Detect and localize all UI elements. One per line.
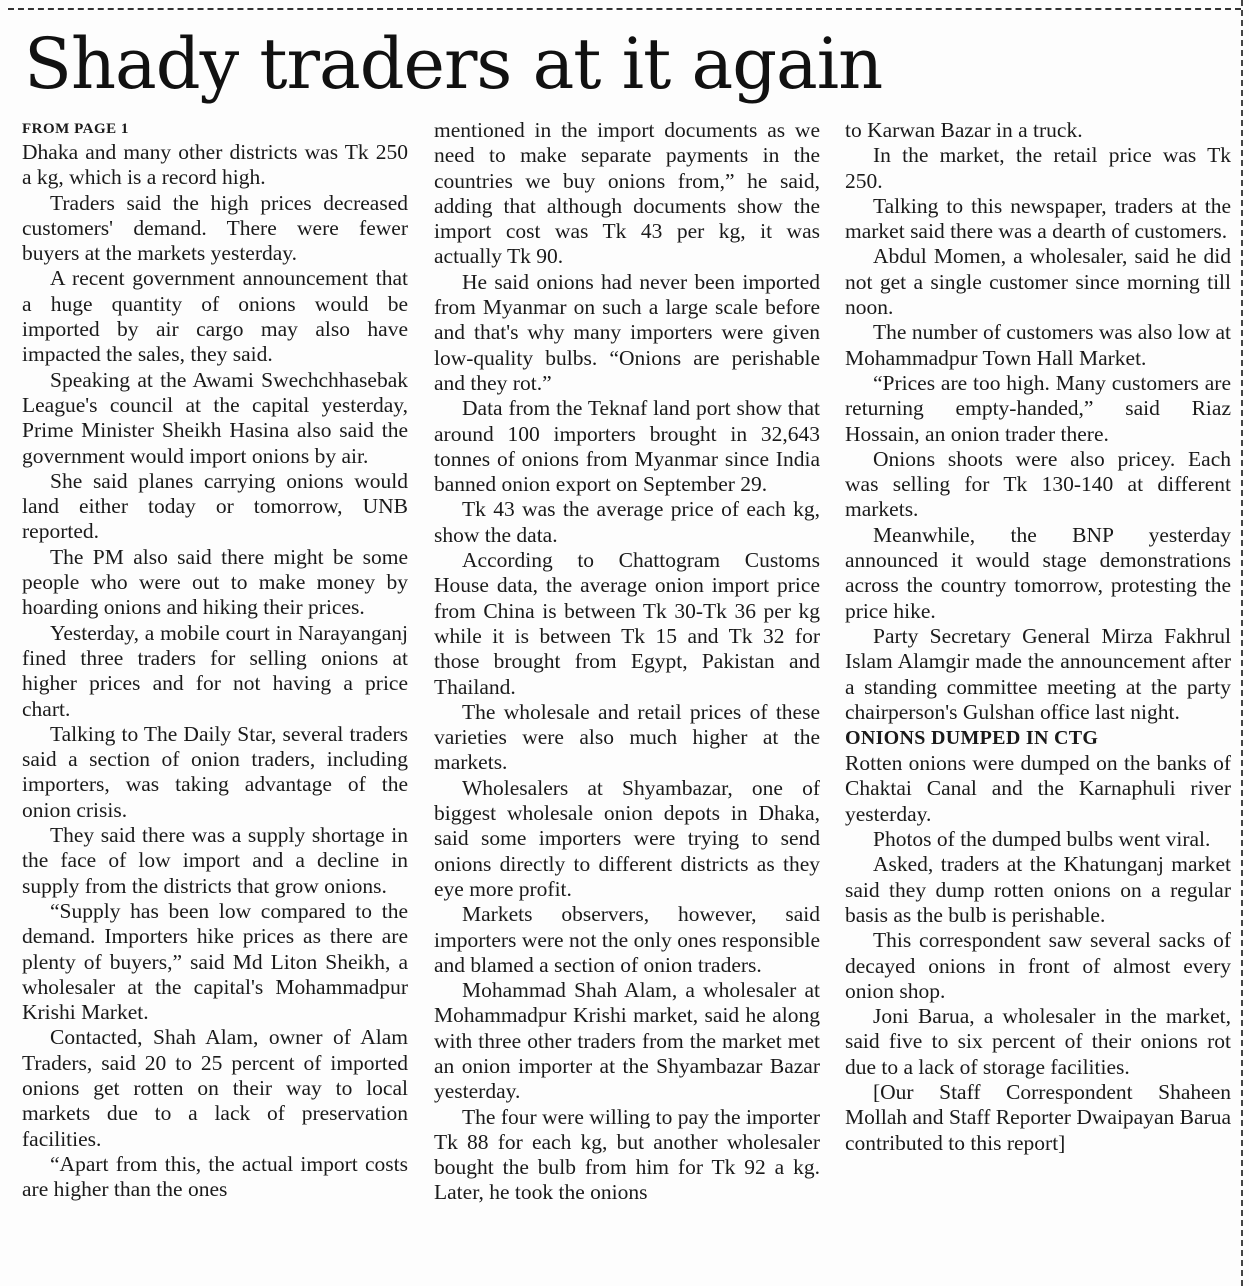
paragraph: Markets observers, however, said importers were not the only ones responsible and blamed a section of onion traders. — [434, 902, 820, 977]
paragraph: Party Secretary General Mirza Fakhrul Islam Alamgir made the announcement after a standing committee meeting at the party chairperson's Gulshan office last night. — [845, 623, 1231, 724]
paragraph: Tk 43 was the average price of each kg, show the data. — [434, 497, 820, 547]
paragraph: “Apart from this, the actual import costs are higher than the ones — [22, 1151, 408, 1202]
paragraph: “Prices are too high. Many customers are returning empty-handed,” said Riaz Hossain, an onion trader there. — [845, 370, 1231, 446]
paragraph: Data from the Teknaf land port show that around 100 importers brought in 32,643 tonnes of onions from Myanmar since India banned onion export on September 29. — [434, 396, 820, 497]
paragraph: Talking to this newspaper, traders at the market said there was a dearth of customers. — [845, 193, 1231, 244]
column-3 — [845, 118, 1231, 1280]
paragraph: Mohammad Shah Alam, a wholesaler at Mohammadpur Krishi market, said he along with three other traders from the market met an onion importer at the Shyambazar Bazar yesterday. — [434, 978, 820, 1104]
paragraph: Contacted, Shah Alam, owner of Alam Traders, said 20 to 25 percent of imported onions get rotten on their way to local markets due to a lack of preservation facilities. — [22, 1025, 408, 1151]
paragraph: Photos of the dumped bulbs went viral. — [873, 827, 1211, 852]
paragraph: The four were willing to pay the importer Tk 88 for each kg, but another wholesaler bought the bulb from him for Tk 92 a kg. Later, he took the onions — [434, 1104, 820, 1205]
kicker: FROM PAGE 1 — [22, 121, 129, 137]
paragraph: The number of customers was also low at Mohammadpur Town Hall Market. — [845, 320, 1231, 370]
paragraph: Onions shoots were also pricey. Each was selling for Tk 130-140 at different markets. — [845, 446, 1231, 522]
paragraph: mentioned in the import documents as we need to make separate payments in the countries we buy onions from,” he said, adding that although documents show the import cost was Tk 43 per kg, it was actually Tk 90. — [434, 118, 820, 269]
paragraph: Dhaka and many other districts was Tk 250 a kg, which is a record high. — [22, 140, 408, 190]
paragraph: Yesterday, a mobile court in Narayanganj fined three traders for selling onions at higher prices and for not having a price chart. — [22, 620, 408, 721]
paragraph: “Supply has been low compared to the demand. Importers hike prices as there are plenty of buyers,” said Md Liton Sheikh, a wholesaler at the capital's Mohammadpur Krishi Market. — [22, 898, 408, 1025]
right-dashed-border — [1241, 0, 1243, 1286]
paragraph: Speaking at the Awami Swechchhasebak League's council at the capital yesterday, Prime Minister Sheikh Hasina also said the government would import onions by air. — [22, 367, 408, 468]
paragraph: He said onions had never been imported from Myanmar on such a large scale before and that's why many importers were given low-quality bulbs. “Onions are perishable and they rot.” — [434, 269, 820, 395]
paragraph: Meanwhile, the BNP yesterday announced it would stage demonstrations across the country tomorrow, protesting the price hike. — [845, 522, 1231, 623]
paragraph: Joni Barua, a wholesaler in the market, said five to six percent of their onions rot due to a lack of storage facilities. — [845, 1004, 1231, 1079]
paragraph: She said planes carrying onions would land either today or tomorrow, UNB reported. — [22, 468, 408, 544]
column-1 — [22, 118, 408, 1280]
paragraph: Rotten onions were dumped on the banks of Chaktai Canal and the Karnaphuli river yesterday. — [845, 751, 1231, 826]
paragraph: The wholesale and retail prices of these varieties were also much higher at the markets. — [434, 699, 820, 775]
headline: Shady traders at it again — [24, 23, 883, 105]
top-dashed-border — [8, 8, 1241, 10]
paragraph: Talking to The Daily Star, several traders said a section of onion traders, including importers, was taking advantage of the onion crisis. — [22, 721, 408, 822]
paragraph: This correspondent saw several sacks of decayed onions in front of almost every onion shop. — [845, 928, 1231, 1003]
paragraph: Wholesalers at Shyambazar, one of biggest wholesale onion depots in Dhaka, said some importers were trying to send onions directly to different districts as they eye more profit. — [434, 775, 820, 901]
paragraph: Abdul Momen, a wholesaler, said he did not get a single customer since morning till noon. — [845, 244, 1231, 320]
paragraph: According to Chattogram Customs House data, the average onion import price from China is between Tk 30-Tk 36 per kg while it is between Tk 15 and Tk 32 for those brought from Egypt, Pakistan and Thailand. — [434, 548, 820, 699]
paragraph: [Our Staff Correspondent Shaheen Mollah and Staff Reporter Dwaipayan Barua contributed to this report] — [845, 1079, 1231, 1155]
paragraph: A recent government announcement that a huge quantity of onions would be imported by air cargo may also have impacted the sales, they said. — [22, 266, 408, 367]
paragraph: Traders said the high prices decreased customers' demand. There were fewer buyers at the markets yesterday. — [22, 190, 408, 266]
paragraph: In the market, the retail price was Tk 250. — [845, 143, 1231, 193]
subheading: ONIONS DUMPED IN CTG — [845, 727, 1099, 750]
paragraph: Asked, traders at the Khatunganj market said they dump rotten onions on a regular basis as the bulb is perishable. — [845, 852, 1231, 927]
paragraph: They said there was a supply shortage in the face of low import and a decline in supply from the districts that grow onions. — [22, 823, 408, 898]
paragraph: The PM also said there might be some people who were out to make money by hoarding onions and hiking their prices. — [22, 544, 408, 620]
paragraph: to Karwan Bazar in a truck. — [845, 118, 1083, 142]
column-2 — [434, 118, 820, 1280]
